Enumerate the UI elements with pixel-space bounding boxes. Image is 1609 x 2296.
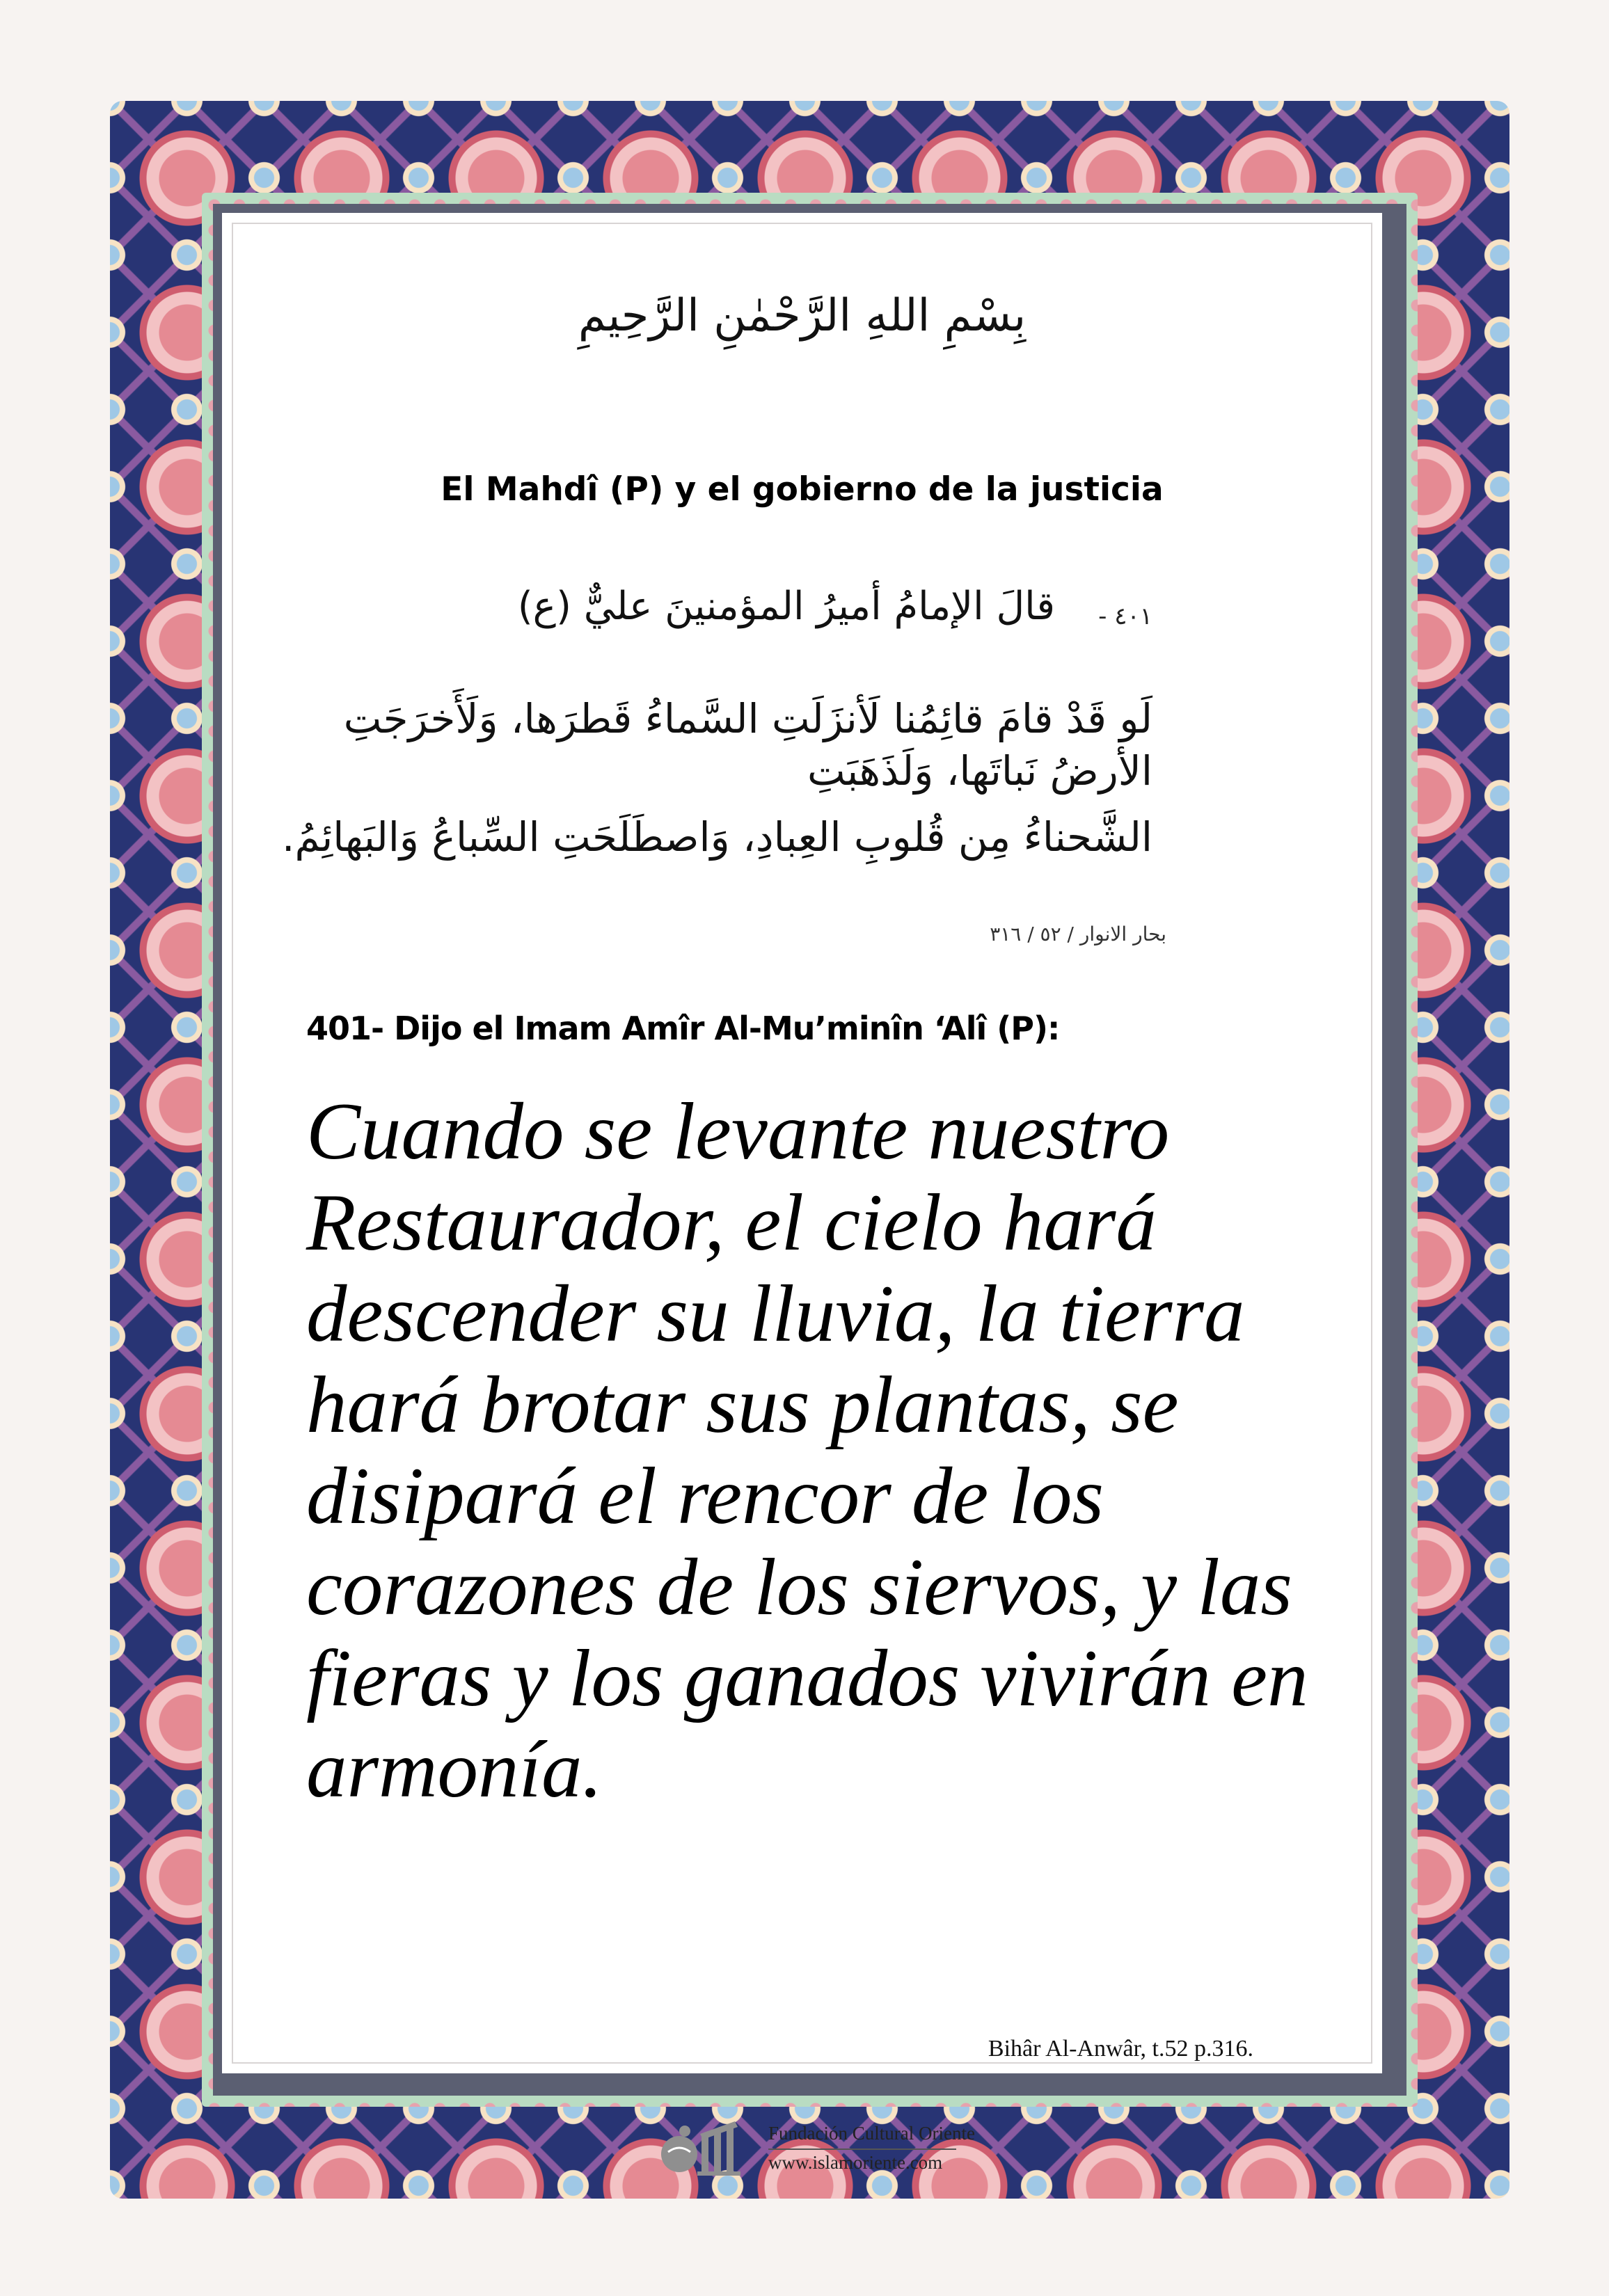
foundation-url: www.islamoriente.com [768, 2152, 943, 2173]
page-title: El Mahdî (P) y el gobierno de la justicia [441, 470, 1164, 509]
hadith-number-arabic: ٤٠١ - [1098, 603, 1152, 630]
content-panel [222, 213, 1382, 2173]
hadith-text-arabic-line-1: لَو قَدْ قامَ قائِمُنا لَأنزَلَتِ السَّماءُ قَطرَها، وَلَأَخرَجَتِ الأرضُ نَباتَها، وَلَذَهَبَتِ [343, 695, 1152, 795]
hadith-text-arabic-line-2: الشَّحناءُ مِن قُلوبِ العِبادِ، وَاصطَلَحَتِ السِّباعُ وَالبَهائِمُ. [282, 813, 1152, 861]
foundation-name: Fundación Cultural Oriente [768, 2123, 975, 2144]
hadith-header-arabic: قالَ الإمامُ أميرُ المؤمنينَ عليٌّ (ع) [517, 584, 1055, 629]
hadith-intro: 401- Dijo el Imam Amîr Al-Mu’minîn ‘Alî (P): [306, 1010, 1060, 1047]
source-reference: Bihâr Al-Anwâr, t.52 p.316. [988, 2036, 1253, 2062]
basmala-calligraphy: بِسْمِ اللهِ الرَّحْمٰنِ الرَّحِيمِ [578, 290, 1027, 342]
source-reference-arabic: بحار الانوار / ٥٢ / ٣١٦ [990, 923, 1166, 946]
foundation-logo-icon [658, 2116, 763, 2178]
foundation-logo [658, 2116, 975, 2178]
hadith-translation: Cuando se levante nuestro Restaurador, el cielo hará descender su lluvia, la tierra hará brotar sus plantas, se disipará el rencor de los corazones de los siervos, y las fieras y los ganados vivirán en armonía. [306, 1087, 1308, 1815]
logo-divider [768, 2148, 956, 2150]
